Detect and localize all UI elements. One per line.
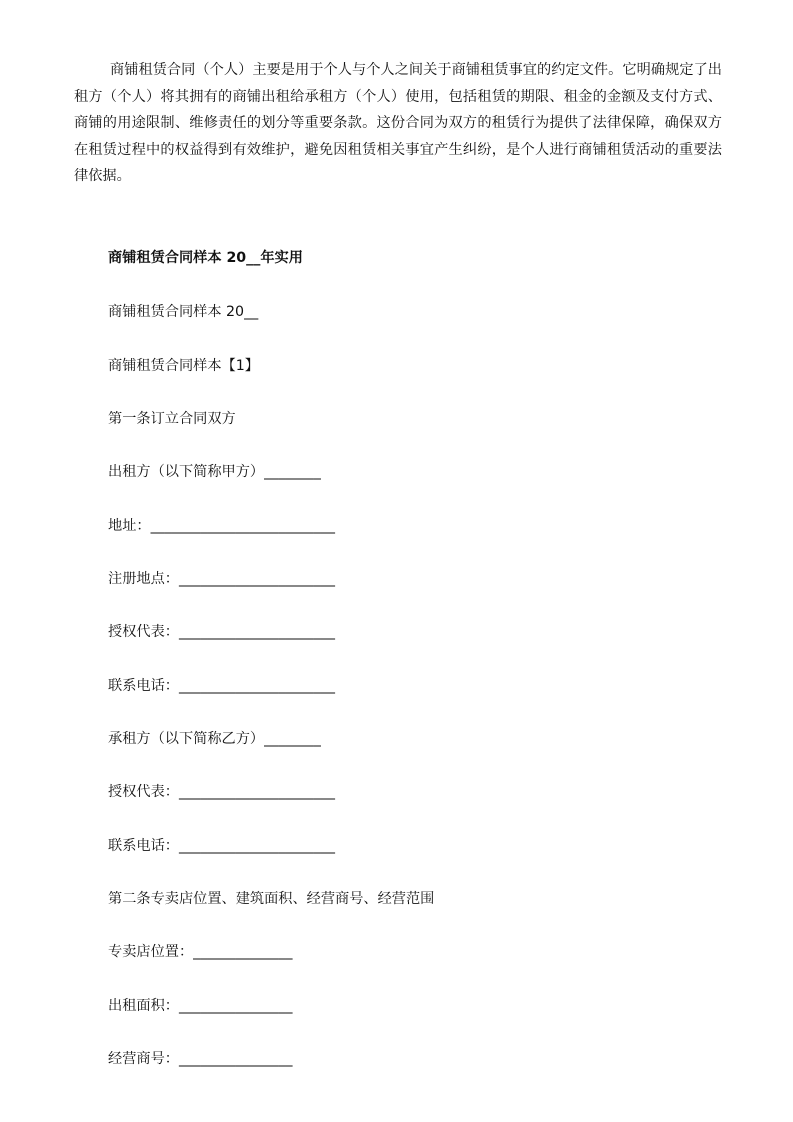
article-2-title: 第二条专卖店位置、建筑面积、经营商号、经营范围 (108, 891, 435, 907)
subtitle: 商铺租赁合同样本 20__ (108, 304, 259, 320)
lessee-phone-field: 联系电话：______________________ (108, 838, 336, 854)
registered-place-field: 注册地点：______________________ (108, 571, 336, 587)
store-location-field: 专卖店位置：______________ (108, 944, 293, 960)
address-field: 地址：__________________________ (108, 518, 336, 534)
sample-number: 商铺租赁合同样本【1】 (108, 358, 259, 374)
authorized-rep-field: 授权代表：______________________ (108, 624, 336, 640)
phone-field: 联系电话：______________________ (108, 678, 336, 694)
article-1-title: 第一条订立合同双方 (108, 411, 236, 427)
lessor-field: 出租方（以下简称甲方）________ (108, 464, 321, 480)
lessee-authorized-rep-field: 授权代表：______________________ (108, 784, 336, 800)
business-name-field: 经营商号：________________ (108, 1051, 293, 1067)
rental-area-field: 出租面积：________________ (108, 998, 293, 1014)
lessee-field: 承租方（以下简称乙方）________ (108, 731, 321, 747)
intro-paragraph: 商铺租赁合同（个人）主要是用于个人与个人之间关于商铺租赁事宜的约定文件。它明确规定了出租方（个人）将其拥有的商铺出租给承租方（个人）使用，包括租赁的期限、租金的金额及支付方式、商铺的用途限制、维修责任的划分等重要条款。这份合同为双方的租赁行为提供了法律保障，确保双方在租赁过程中的权益得到有效维护，避免因租赁相关事宜产生纠纷，是个人进行商铺租赁活动的重要法律依据。 (74, 62, 722, 185)
document-title: 商铺租赁合同样本 20__年实用 (108, 250, 303, 266)
